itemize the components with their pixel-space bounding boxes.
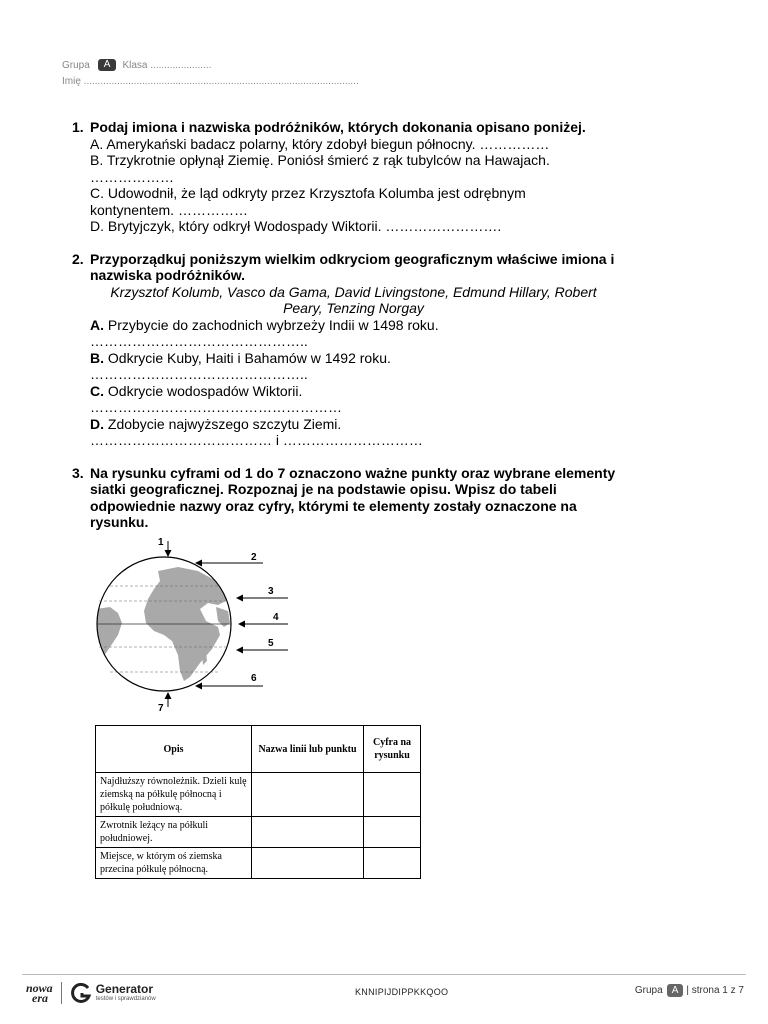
name-line: Imię ................................................................................................... bbox=[62, 76, 359, 87]
table-row bbox=[96, 848, 421, 879]
footer-group-badge: A bbox=[667, 984, 684, 997]
figure-number-3: 3 bbox=[268, 586, 274, 597]
question-2 bbox=[72, 251, 617, 449]
answer-line: kontynentem. …………… bbox=[90, 201, 248, 218]
figure-number-7: 7 bbox=[158, 703, 164, 714]
question-title: Podaj imiona i nazwiska podróżników, których dokonania opisano poniżej. bbox=[90, 119, 586, 135]
footer-brand bbox=[26, 982, 156, 1004]
header-opis: Opis bbox=[96, 726, 252, 773]
match-item-a: A. Przybycie do zachodnich wybrzeży Indii w 1498 roku. bbox=[90, 316, 439, 333]
figure-number-6: 6 bbox=[251, 673, 257, 684]
row-name-cell[interactable] bbox=[252, 773, 364, 817]
row-name-cell[interactable] bbox=[252, 817, 364, 848]
generator-title: Generator bbox=[95, 982, 154, 996]
figure-number-1: 1 bbox=[158, 537, 164, 548]
answer-dots: ……………………………………………… bbox=[90, 399, 342, 415]
document-code: KNNIPIJDIPPKKQOO bbox=[355, 987, 449, 997]
header-group-row bbox=[62, 59, 211, 71]
question-title: Przyporządkuj poniższym wielkim odkryciom geograficznym właściwe imiona i nazwiska podróżników. bbox=[90, 250, 615, 283]
match-item-c: C. Odkrycie wodospadów Wiktorii. bbox=[90, 382, 303, 399]
match-item-b: B. Odkrycie Kuby, Haiti i Bahamów w 1492 roku. bbox=[90, 349, 391, 366]
question-body bbox=[72, 136, 617, 235]
brand-separator bbox=[61, 982, 62, 1004]
class-label: Klasa ...................... bbox=[122, 59, 212, 71]
answer-line: C. Udowodnił, że ląd odkryty przez Krzysztofa Kolumba jest odrębnym bbox=[90, 185, 526, 201]
names-list: Krzysztof Kolumb, Vasco da Gama, David Livingstone, Edmund Hillary, Robert bbox=[110, 283, 597, 300]
answer-dots: ………………………………… i ………………………… bbox=[90, 432, 423, 448]
group-badge: A bbox=[98, 59, 117, 71]
answer-dots: ……………………………………….. bbox=[90, 366, 308, 382]
question-body bbox=[72, 284, 617, 449]
globe-figure bbox=[88, 531, 288, 716]
table-header-row bbox=[96, 726, 421, 773]
question-3 bbox=[72, 465, 617, 531]
footer-divider bbox=[22, 974, 746, 975]
nowa-era-logo: nowa era bbox=[26, 981, 53, 1005]
table-row bbox=[96, 773, 421, 817]
row-description: Zwrotnik leżący na półkuli południowej. bbox=[96, 817, 252, 848]
row-number-cell[interactable] bbox=[364, 848, 421, 879]
answer-dots: ……………………………………….. bbox=[90, 333, 308, 349]
answer-line: D. Brytyjczyk, który odkrył Wodospady Wiktorii. ……………………. bbox=[90, 218, 502, 234]
figure-number-2: 2 bbox=[251, 552, 257, 563]
footer-group-label: Grupa bbox=[634, 985, 663, 996]
names-list: Peary, Tenzing Norgay bbox=[283, 300, 424, 316]
table-row bbox=[96, 817, 421, 848]
row-name-cell[interactable] bbox=[252, 848, 364, 879]
question-1 bbox=[72, 119, 617, 235]
header-nazwa: Nazwa linii lub punktu bbox=[252, 726, 364, 773]
question-number: 2. bbox=[72, 250, 84, 267]
answer-line: B. Trzykrotnie opłynął Ziemię. Poniósł śmierć z rąk tubylców na Hawajach. bbox=[90, 152, 550, 168]
row-number-cell[interactable] bbox=[364, 817, 421, 848]
row-description: Najdłuższy równoleżnik. Dzieli kulę ziemską na półkulę północną i półkulę południową. bbox=[96, 773, 252, 817]
row-description: Miejsce, w którym oś ziemska przecina półkulę północną. bbox=[96, 848, 252, 879]
page-number: | strona 1 z 7 bbox=[686, 985, 744, 996]
question-title: Na rysunku cyframi od 1 do 7 oznaczono ważne punkty oraz wybrane elementy siatki geograficznej. Rozpoznaj je na podstawie opisu. Wpisz do tabeli odpowiednie nazwy oraz cyfry, którymi te elementy zostały oznaczone na rysunku. bbox=[90, 464, 616, 530]
match-item-d: D. Zdobycie najwyższego szczytu Ziemi. bbox=[90, 415, 342, 432]
south-america-land bbox=[96, 607, 122, 659]
header-cyfra: Cyfra na rysunku bbox=[364, 726, 421, 773]
answer-table bbox=[95, 725, 421, 879]
row-number-cell[interactable] bbox=[364, 773, 421, 817]
answer-line: A. Amerykański badacz polarny, który zdobył biegun północny. …………… bbox=[90, 135, 550, 152]
generator-subtitle: testów i sprawdzianów bbox=[95, 996, 156, 1002]
question-number: 1. bbox=[72, 119, 84, 135]
questions bbox=[72, 119, 617, 547]
group-label: Grupa bbox=[62, 59, 90, 71]
globe-svg bbox=[88, 531, 288, 716]
figure-number-4: 4 bbox=[273, 612, 279, 623]
answer-line: ……………… bbox=[90, 168, 174, 185]
page-info bbox=[635, 984, 744, 997]
question-number: 3. bbox=[72, 464, 84, 481]
generator-logo-icon bbox=[70, 982, 92, 1004]
figure-number-5: 5 bbox=[268, 638, 274, 649]
